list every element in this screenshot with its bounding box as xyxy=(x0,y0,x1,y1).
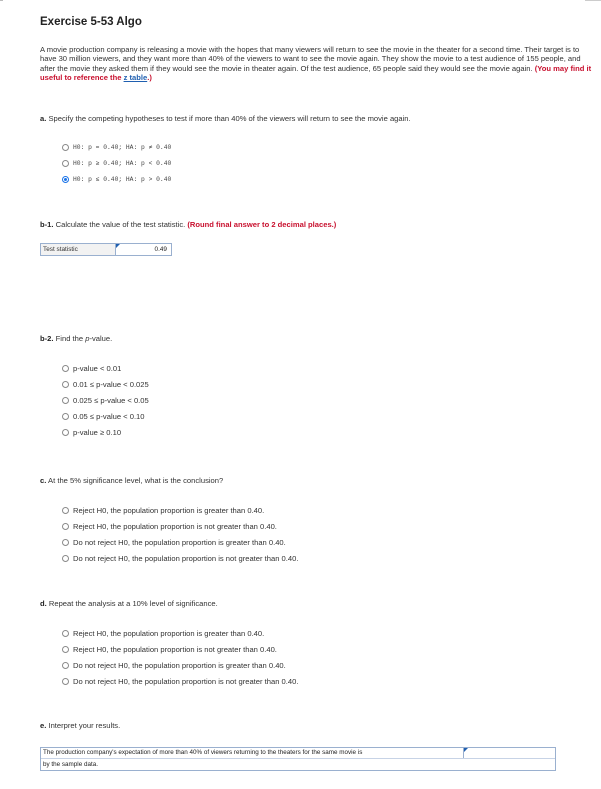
radio-button[interactable] xyxy=(62,662,69,669)
conclusion-10pct-option-2[interactable]: Reject H0, the population proportion is not greater than 0.40. xyxy=(62,645,277,654)
conclusion-5pct-option-3[interactable]: Do not reject H0, the population proportion is greater than 0.40. xyxy=(62,538,286,547)
part-b2-question: b-2. Find the p-value. xyxy=(40,334,113,343)
radio-button[interactable] xyxy=(62,646,69,653)
radio-button[interactable] xyxy=(62,630,69,637)
radio-button[interactable] xyxy=(62,678,69,685)
radio-button[interactable] xyxy=(62,397,69,404)
pvalue-option-1[interactable]: p-value < 0.01 xyxy=(62,364,121,373)
radio-button[interactable] xyxy=(62,381,69,388)
radio-button[interactable] xyxy=(62,507,69,514)
intro-hint: (You may find it useful to reference the z table.) xyxy=(40,63,592,83)
conclusion-10pct-option-4[interactable]: Do not reject H0, the population proportion is not greater than 0.40. xyxy=(62,677,298,686)
test-statistic-input[interactable]: 0.49 xyxy=(116,244,171,255)
problem-intro xyxy=(40,45,592,83)
radio-button[interactable] xyxy=(62,555,69,562)
interpretation-line-1: The production company's expectation of more than 40% of viewers returning to the theaters for the same movie is xyxy=(43,749,363,756)
test-statistic-label: Test statistic xyxy=(41,244,116,255)
part-c-question: c. At the 5% significance level, what is the conclusion? xyxy=(40,476,224,485)
radio-button[interactable] xyxy=(62,365,69,372)
interpretation-dropdown[interactable] xyxy=(463,748,555,758)
interpretation-box xyxy=(40,747,556,771)
window-edge-left xyxy=(0,0,3,2)
intro-text: A movie production company is releasing a movie with the hopes that many viewers will return to see the movie in the theater for a second time. Their target is to have 30 million viewers, and they want more than 40% of the viewers to want to see the movie again. They show the movie to a test audience of 155 people, and after the movie they asked them if they would see the movie in theater again. Of the test audience, 65 people said they would see the movie again. xyxy=(40,45,581,73)
radio-button[interactable] xyxy=(62,539,69,546)
z-table-link[interactable]: z table xyxy=(123,73,148,83)
radio-button[interactable] xyxy=(62,413,69,420)
radio-button[interactable] xyxy=(62,429,69,436)
pvalue-option-3[interactable]: 0.025 ≤ p-value < 0.05 xyxy=(62,396,149,405)
hypothesis-option-1[interactable]: H0: p = 0.40; HA: p ≠ 0.40 xyxy=(62,144,171,151)
pvalue-option-5[interactable]: p-value ≥ 0.10 xyxy=(62,428,121,437)
radio-button[interactable] xyxy=(62,144,69,151)
conclusion-5pct-option-2[interactable]: Reject H0, the population proportion is not greater than 0.40. xyxy=(62,522,277,531)
part-b1-question: b-1. Calculate the value of the test statistic. (Round final answer to 2 decimal places.) xyxy=(40,220,337,229)
radio-button[interactable] xyxy=(62,160,69,167)
pvalue-option-4[interactable]: 0.05 ≤ p-value < 0.10 xyxy=(62,412,145,421)
conclusion-5pct-option-4[interactable]: Do not reject H0, the population proportion is not greater than 0.40. xyxy=(62,554,298,563)
test-statistic-field xyxy=(40,243,172,256)
radio-button-selected[interactable] xyxy=(62,176,69,183)
part-a-question: a. Specify the competing hypotheses to test if more than 40% of the viewers will return to see the movie again. xyxy=(40,114,411,123)
page-title: Exercise 5-53 Algo xyxy=(40,16,142,28)
part-d-question: d. Repeat the analysis at a 10% level of significance. xyxy=(40,599,218,608)
hypothesis-option-2[interactable]: H0: p ≥ 0.40; HA: p < 0.40 xyxy=(62,160,171,167)
part-e-question: e. Interpret your results. xyxy=(40,721,121,730)
conclusion-10pct-option-3[interactable]: Do not reject H0, the population proportion is greater than 0.40. xyxy=(62,661,286,670)
interpretation-line-2: by the sample data. xyxy=(43,761,98,768)
radio-button[interactable] xyxy=(62,523,69,530)
conclusion-10pct-option-1[interactable]: Reject H0, the population proportion is greater than 0.40. xyxy=(62,629,264,638)
conclusion-5pct-option-1[interactable]: Reject H0, the population proportion is greater than 0.40. xyxy=(62,506,264,515)
pvalue-option-2[interactable]: 0.01 ≤ p-value < 0.025 xyxy=(62,380,149,389)
window-edge-right xyxy=(585,0,601,2)
hypothesis-option-3[interactable]: H0: p ≤ 0.40; HA: p > 0.40 xyxy=(62,176,171,183)
